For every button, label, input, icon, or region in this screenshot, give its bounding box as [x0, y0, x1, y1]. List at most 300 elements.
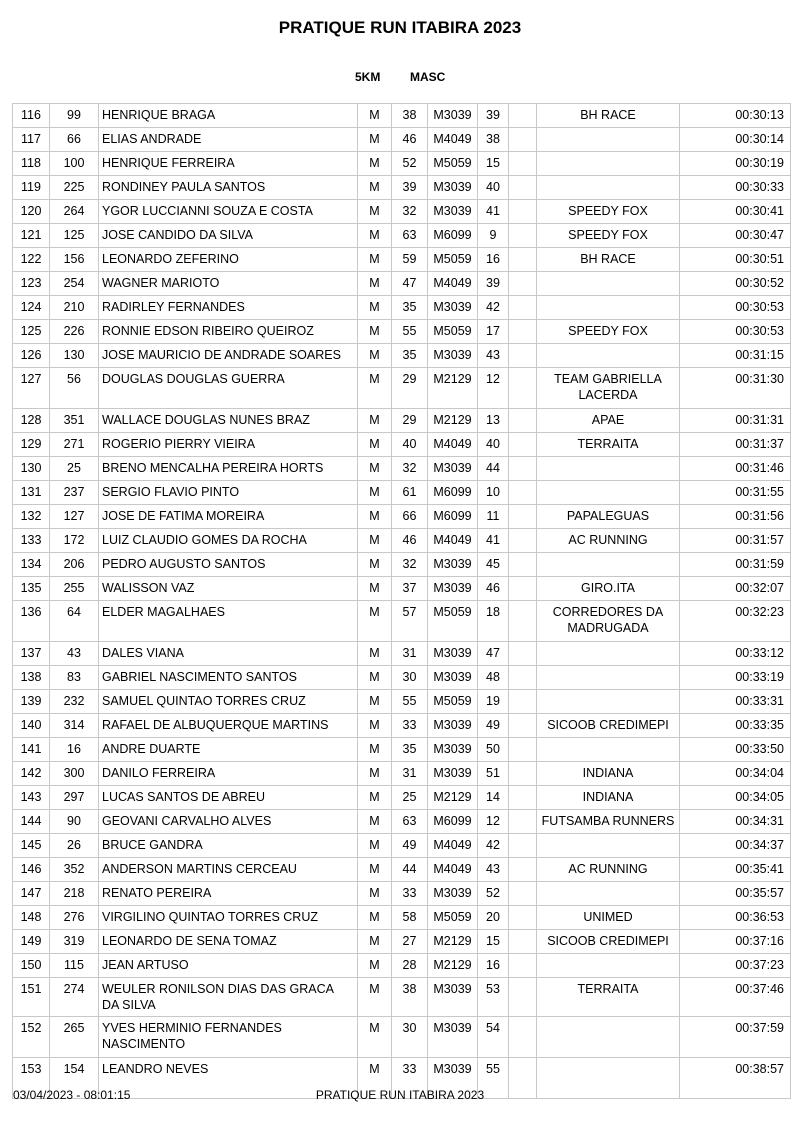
age-group-cell: M4049	[428, 272, 478, 296]
age-cell: 32	[392, 457, 428, 481]
group-position-cell: 14	[478, 786, 509, 810]
group-position-cell: 20	[478, 906, 509, 930]
time-cell: 00:34:04	[680, 762, 791, 786]
position-cell: 149	[13, 930, 50, 954]
table-row	[13, 128, 791, 152]
table-row	[13, 200, 791, 224]
sex-cell: M	[358, 433, 392, 457]
team-cell	[537, 954, 680, 978]
age-group-cell: M2129	[428, 954, 478, 978]
athlete-name-cell: ROGERIO PIERRY VIEIRA	[99, 433, 358, 457]
table-row	[13, 152, 791, 176]
bib-cell: 90	[50, 810, 99, 834]
sex-cell: M	[358, 224, 392, 248]
time-cell: 00:30:14	[680, 128, 791, 152]
table-row	[13, 690, 791, 714]
age-group-cell: M5059	[428, 320, 478, 344]
position-cell: 134	[13, 553, 50, 577]
results-rows	[13, 104, 791, 1099]
time-cell: 00:37:59	[680, 1017, 791, 1058]
table-row	[13, 296, 791, 320]
position-cell: 120	[13, 200, 50, 224]
athlete-name-cell: RONNIE EDSON RIBEIRO QUEIROZ	[99, 320, 358, 344]
team-cell	[537, 642, 680, 666]
empty-cell	[509, 738, 537, 762]
age-cell: 33	[392, 1058, 428, 1099]
sex-cell: M	[358, 505, 392, 529]
age-cell: 57	[392, 601, 428, 642]
age-group-cell: M4049	[428, 834, 478, 858]
athlete-name-cell: LUIZ CLAUDIO GOMES DA ROCHA	[99, 529, 358, 553]
athlete-name-cell: PEDRO AUGUSTO SANTOS	[99, 553, 358, 577]
table-row	[13, 368, 791, 409]
sex-cell: M	[358, 1017, 392, 1058]
footer-title: PRATIQUE RUN ITABIRA 2023	[315, 1088, 485, 1102]
position-cell: 140	[13, 714, 50, 738]
age-cell: 35	[392, 738, 428, 762]
team-cell: TEAM GABRIELLA LACERDA	[537, 368, 680, 409]
time-cell: 00:35:57	[680, 882, 791, 906]
time-cell: 00:30:19	[680, 152, 791, 176]
bib-cell: 264	[50, 200, 99, 224]
athlete-name-cell: ANDERSON MARTINS CERCEAU	[99, 858, 358, 882]
empty-cell	[509, 368, 537, 409]
age-cell: 49	[392, 834, 428, 858]
group-position-cell: 53	[478, 978, 509, 1017]
empty-cell	[509, 882, 537, 906]
time-cell: 00:30:51	[680, 248, 791, 272]
team-cell: SPEEDY FOX	[537, 320, 680, 344]
empty-cell	[509, 762, 537, 786]
sex-cell: M	[358, 128, 392, 152]
age-group-cell: M3039	[428, 738, 478, 762]
age-cell: 35	[392, 344, 428, 368]
age-group-cell: M5059	[428, 152, 478, 176]
team-cell: FUTSAMBA RUNNERS	[537, 810, 680, 834]
bib-cell: 115	[50, 954, 99, 978]
group-position-cell: 13	[478, 409, 509, 433]
age-group-cell: M4049	[428, 858, 478, 882]
athlete-name-cell: RAFAEL DE ALBUQUERQUE MARTINS	[99, 714, 358, 738]
time-cell: 00:34:37	[680, 834, 791, 858]
group-position-cell: 46	[478, 577, 509, 601]
group-position-cell: 17	[478, 320, 509, 344]
time-cell: 00:34:05	[680, 786, 791, 810]
group-position-cell: 51	[478, 762, 509, 786]
position-cell: 144	[13, 810, 50, 834]
bib-cell: 83	[50, 666, 99, 690]
position-cell: 147	[13, 882, 50, 906]
age-group-cell: M2129	[428, 409, 478, 433]
age-cell: 32	[392, 553, 428, 577]
age-group-cell: M2129	[428, 930, 478, 954]
time-cell: 00:31:59	[680, 553, 791, 577]
team-cell: GIRO.ITA	[537, 577, 680, 601]
position-cell: 116	[13, 104, 50, 128]
position-cell: 118	[13, 152, 50, 176]
group-position-cell: 44	[478, 457, 509, 481]
empty-cell	[509, 128, 537, 152]
bib-cell: 218	[50, 882, 99, 906]
table-row	[13, 577, 791, 601]
bib-cell: 254	[50, 272, 99, 296]
time-cell: 00:30:53	[680, 296, 791, 320]
position-cell: 124	[13, 296, 50, 320]
sex-cell: M	[358, 906, 392, 930]
team-cell	[537, 128, 680, 152]
group-position-cell: 15	[478, 152, 509, 176]
table-row	[13, 344, 791, 368]
sex-cell: M	[358, 104, 392, 128]
sex-cell: M	[358, 834, 392, 858]
empty-cell	[509, 224, 537, 248]
athlete-name-cell: DOUGLAS DOUGLAS GUERRA	[99, 368, 358, 409]
empty-cell	[509, 505, 537, 529]
empty-cell	[509, 152, 537, 176]
group-position-cell: 39	[478, 104, 509, 128]
group-position-cell: 11	[478, 505, 509, 529]
sex-cell: M	[358, 457, 392, 481]
table-row	[13, 224, 791, 248]
age-cell: 35	[392, 296, 428, 320]
group-position-cell: 40	[478, 433, 509, 457]
team-cell: AC RUNNING	[537, 529, 680, 553]
empty-cell	[509, 601, 537, 642]
time-cell: 00:32:07	[680, 577, 791, 601]
position-cell: 133	[13, 529, 50, 553]
empty-cell	[509, 200, 537, 224]
age-group-cell: M3039	[428, 642, 478, 666]
sex-cell: M	[358, 978, 392, 1017]
table-row	[13, 858, 791, 882]
age-cell: 27	[392, 930, 428, 954]
bib-cell: 271	[50, 433, 99, 457]
position-cell: 136	[13, 601, 50, 642]
time-cell: 00:33:12	[680, 642, 791, 666]
empty-cell	[509, 457, 537, 481]
position-cell: 129	[13, 433, 50, 457]
table-row	[13, 786, 791, 810]
athlete-name-cell: HENRIQUE BRAGA	[99, 104, 358, 128]
team-cell: SPEEDY FOX	[537, 224, 680, 248]
empty-cell	[509, 954, 537, 978]
team-cell: INDIANA	[537, 786, 680, 810]
position-cell: 139	[13, 690, 50, 714]
team-cell: UNIMED	[537, 906, 680, 930]
empty-cell	[509, 714, 537, 738]
empty-cell	[509, 296, 537, 320]
bib-cell: 351	[50, 409, 99, 433]
position-cell: 122	[13, 248, 50, 272]
sex-cell: M	[358, 810, 392, 834]
sex-cell: M	[358, 954, 392, 978]
empty-cell	[509, 529, 537, 553]
age-group-cell: M6099	[428, 481, 478, 505]
time-cell: 00:34:31	[680, 810, 791, 834]
group-position-cell: 41	[478, 529, 509, 553]
empty-cell	[509, 577, 537, 601]
time-cell: 00:31:37	[680, 433, 791, 457]
table-row	[13, 954, 791, 978]
age-group-cell: M4049	[428, 433, 478, 457]
team-cell: TERRAITA	[537, 433, 680, 457]
empty-cell	[509, 690, 537, 714]
age-cell: 29	[392, 368, 428, 409]
age-cell: 28	[392, 954, 428, 978]
group-position-cell: 15	[478, 930, 509, 954]
bib-cell: 226	[50, 320, 99, 344]
athlete-name-cell: RONDINEY PAULA SANTOS	[99, 176, 358, 200]
team-cell: TERRAITA	[537, 978, 680, 1017]
age-group-cell: M3039	[428, 978, 478, 1017]
empty-cell	[509, 930, 537, 954]
position-cell: 152	[13, 1017, 50, 1058]
table-row	[13, 810, 791, 834]
athlete-name-cell: LEANDRO NEVES	[99, 1058, 358, 1099]
empty-cell	[509, 642, 537, 666]
table-row	[13, 882, 791, 906]
group-position-cell: 43	[478, 344, 509, 368]
table-row	[13, 529, 791, 553]
bib-cell: 172	[50, 529, 99, 553]
empty-cell	[509, 176, 537, 200]
sex-cell: M	[358, 481, 392, 505]
table-row	[13, 642, 791, 666]
table-row	[13, 762, 791, 786]
position-cell: 151	[13, 978, 50, 1017]
position-cell: 130	[13, 457, 50, 481]
position-cell: 141	[13, 738, 50, 762]
sex-cell: M	[358, 666, 392, 690]
empty-cell	[509, 906, 537, 930]
position-cell: 125	[13, 320, 50, 344]
team-cell	[537, 296, 680, 320]
empty-cell	[509, 858, 537, 882]
bib-cell: 130	[50, 344, 99, 368]
age-group-cell: M4049	[428, 128, 478, 152]
group-position-cell: 9	[478, 224, 509, 248]
athlete-name-cell: WALISSON VAZ	[99, 577, 358, 601]
age-cell: 31	[392, 642, 428, 666]
time-cell: 00:30:41	[680, 200, 791, 224]
team-cell: SICOOB CREDIMEPI	[537, 930, 680, 954]
bib-cell: 274	[50, 978, 99, 1017]
position-cell: 128	[13, 409, 50, 433]
time-cell: 00:30:13	[680, 104, 791, 128]
age-group-cell: M3039	[428, 344, 478, 368]
bib-cell: 156	[50, 248, 99, 272]
distance-label: 5KM	[355, 70, 381, 84]
bib-cell: 300	[50, 762, 99, 786]
team-cell	[537, 666, 680, 690]
bib-cell: 232	[50, 690, 99, 714]
age-cell: 66	[392, 505, 428, 529]
group-position-cell: 19	[478, 690, 509, 714]
position-cell: 121	[13, 224, 50, 248]
team-cell: PAPALEGUAS	[537, 505, 680, 529]
athlete-name-cell: ELIAS ANDRADE	[99, 128, 358, 152]
sex-cell: M	[358, 553, 392, 577]
empty-cell	[509, 248, 537, 272]
time-cell: 00:37:46	[680, 978, 791, 1017]
group-position-cell: 54	[478, 1017, 509, 1058]
time-cell: 00:32:23	[680, 601, 791, 642]
team-cell	[537, 457, 680, 481]
bib-cell: 154	[50, 1058, 99, 1099]
age-cell: 25	[392, 786, 428, 810]
age-group-cell: M5059	[428, 906, 478, 930]
sex-cell: M	[358, 642, 392, 666]
empty-cell	[509, 344, 537, 368]
time-cell: 00:31:46	[680, 457, 791, 481]
table-row	[13, 505, 791, 529]
team-cell: BH RACE	[537, 248, 680, 272]
bib-cell: 64	[50, 601, 99, 642]
position-cell: 143	[13, 786, 50, 810]
age-cell: 55	[392, 320, 428, 344]
time-cell: 00:31:57	[680, 529, 791, 553]
empty-cell	[509, 666, 537, 690]
athlete-name-cell: WALLACE DOUGLAS NUNES BRAZ	[99, 409, 358, 433]
position-cell: 146	[13, 858, 50, 882]
sex-cell: M	[358, 858, 392, 882]
table-row	[13, 433, 791, 457]
sex-cell: M	[358, 930, 392, 954]
table-row	[13, 272, 791, 296]
position-cell: 148	[13, 906, 50, 930]
age-group-cell: M3039	[428, 714, 478, 738]
age-cell: 46	[392, 529, 428, 553]
bib-cell: 225	[50, 176, 99, 200]
table-row	[13, 248, 791, 272]
bib-cell: 16	[50, 738, 99, 762]
bib-cell: 352	[50, 858, 99, 882]
athlete-name-cell: SERGIO FLAVIO PINTO	[99, 481, 358, 505]
age-cell: 31	[392, 762, 428, 786]
athlete-name-cell: YVES HERMINIO FERNANDES NASCIMENTO	[99, 1017, 358, 1058]
age-cell: 38	[392, 104, 428, 128]
sex-cell: M	[358, 296, 392, 320]
age-cell: 61	[392, 481, 428, 505]
sex-cell: M	[358, 882, 392, 906]
position-cell: 127	[13, 368, 50, 409]
group-position-cell: 41	[478, 200, 509, 224]
age-group-cell: M6099	[428, 224, 478, 248]
bib-cell: 127	[50, 505, 99, 529]
age-group-cell: M6099	[428, 505, 478, 529]
empty-cell	[509, 810, 537, 834]
sex-cell: M	[358, 368, 392, 409]
athlete-name-cell: ANDRE DUARTE	[99, 738, 358, 762]
table-row	[13, 104, 791, 128]
sex-cell: M	[358, 344, 392, 368]
athlete-name-cell: DALES VIANA	[99, 642, 358, 666]
bib-cell: 43	[50, 642, 99, 666]
empty-cell	[509, 320, 537, 344]
empty-cell	[509, 1017, 537, 1058]
age-group-cell: M3039	[428, 457, 478, 481]
age-cell: 33	[392, 882, 428, 906]
team-cell	[537, 481, 680, 505]
position-cell: 126	[13, 344, 50, 368]
age-cell: 58	[392, 906, 428, 930]
athlete-name-cell: LEONARDO DE SENA TOMAZ	[99, 930, 358, 954]
team-cell	[537, 738, 680, 762]
team-cell	[537, 553, 680, 577]
group-position-cell: 49	[478, 714, 509, 738]
table-row	[13, 1017, 791, 1058]
age-cell: 40	[392, 433, 428, 457]
athlete-name-cell: RENATO PEREIRA	[99, 882, 358, 906]
age-cell: 47	[392, 272, 428, 296]
table-row	[13, 601, 791, 642]
sex-cell: M	[358, 320, 392, 344]
empty-cell	[509, 481, 537, 505]
sex-cell: M	[358, 200, 392, 224]
time-cell: 00:38:57	[680, 1058, 791, 1099]
empty-cell	[509, 978, 537, 1017]
age-group-cell: M5059	[428, 601, 478, 642]
position-cell: 145	[13, 834, 50, 858]
sex-cell: M	[358, 786, 392, 810]
sex-cell: M	[358, 738, 392, 762]
age-cell: 37	[392, 577, 428, 601]
table-row	[13, 176, 791, 200]
age-group-cell: M3039	[428, 1017, 478, 1058]
age-cell: 44	[392, 858, 428, 882]
sex-cell: M	[358, 529, 392, 553]
bib-cell: 25	[50, 457, 99, 481]
empty-cell	[509, 786, 537, 810]
group-position-cell: 50	[478, 738, 509, 762]
time-cell: 00:30:33	[680, 176, 791, 200]
age-cell: 55	[392, 690, 428, 714]
group-position-cell: 45	[478, 553, 509, 577]
sex-cell: M	[358, 409, 392, 433]
group-position-cell: 42	[478, 296, 509, 320]
results-table	[12, 103, 791, 1099]
age-group-cell: M3039	[428, 762, 478, 786]
time-cell: 00:31:31	[680, 409, 791, 433]
bib-cell: 276	[50, 906, 99, 930]
athlete-name-cell: GEOVANI CARVALHO ALVES	[99, 810, 358, 834]
team-cell: INDIANA	[537, 762, 680, 786]
position-cell: 131	[13, 481, 50, 505]
time-cell: 00:33:35	[680, 714, 791, 738]
position-cell: 117	[13, 128, 50, 152]
sex-cell: M	[358, 690, 392, 714]
time-cell: 00:30:52	[680, 272, 791, 296]
athlete-name-cell: RADIRLEY FERNANDES	[99, 296, 358, 320]
sex-cell: M	[358, 152, 392, 176]
athlete-name-cell: WEULER RONILSON DIAS DAS GRACA DA SILVA	[99, 978, 358, 1017]
age-group-cell: M5059	[428, 690, 478, 714]
time-cell: 00:31:56	[680, 505, 791, 529]
athlete-name-cell: LUCAS SANTOS DE ABREU	[99, 786, 358, 810]
table-row	[13, 481, 791, 505]
team-cell: BH RACE	[537, 104, 680, 128]
table-row	[13, 738, 791, 762]
empty-cell	[509, 272, 537, 296]
bib-cell: 255	[50, 577, 99, 601]
time-cell: 00:37:23	[680, 954, 791, 978]
athlete-name-cell: YGOR LUCCIANNI SOUZA E COSTA	[99, 200, 358, 224]
table-row	[13, 409, 791, 433]
time-cell: 00:33:19	[680, 666, 791, 690]
group-position-cell: 42	[478, 834, 509, 858]
subheader	[0, 70, 800, 86]
position-cell: 153	[13, 1058, 50, 1099]
